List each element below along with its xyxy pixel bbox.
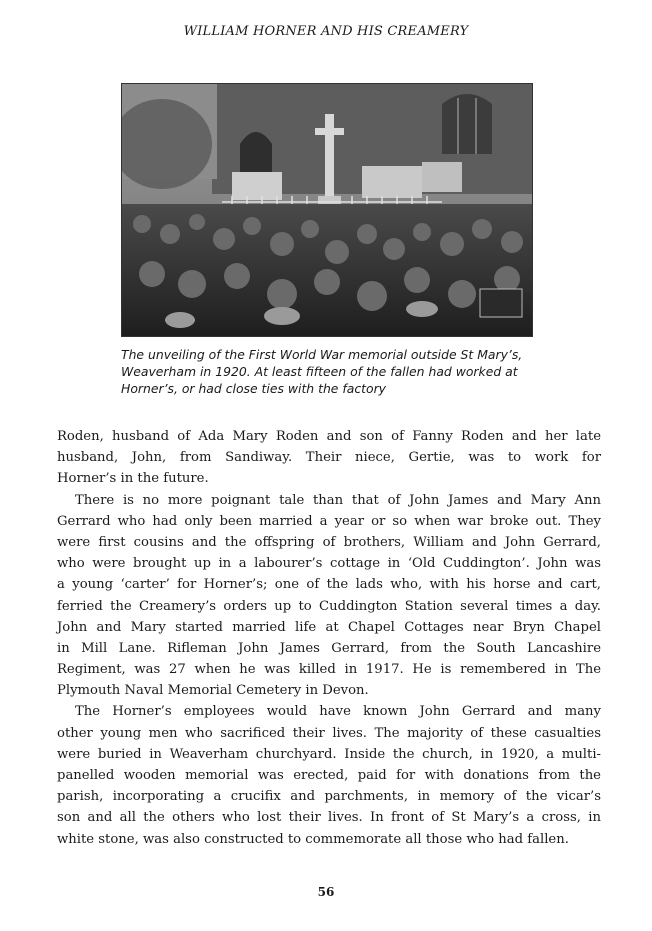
text-line: white stone, was also constructed to commemorate all those who had fallen. <box>57 831 569 847</box>
text-line: son and all the others who lost their lives. In front of St Mary’s a cross, in <box>57 810 601 826</box>
page-number: 56 <box>317 885 335 899</box>
paragraph-2 <box>57 490 601 702</box>
memorial-photograph-drawing <box>122 84 532 336</box>
text-line: Horner’s in the future. <box>57 471 209 487</box>
text-line: Roden, husband of Ada Mary Roden and son of Fanny Roden and her late <box>57 429 601 444</box>
text-line: There is no more poignant tale than that of John James and Mary Ann <box>75 492 601 508</box>
text-line: other young men who sacrificed their lives. The majority of these casualties <box>57 725 601 741</box>
body-text <box>57 426 601 850</box>
text-line: who were brought up in a labourer’s cottage in ‘Old Cuddington’. John was <box>57 556 601 572</box>
text-line: were buried in Weaverham churchyard. Inside the church, in 1920, a multi- <box>57 746 601 762</box>
text-line: John and Mary started married life at Chapel Cottages near Bryn Chapel <box>57 619 601 635</box>
text-line: were first cousins and the offspring of brothers, William and John Gerrard, <box>57 534 601 550</box>
text-line: ferried the Creamery’s orders up to Cuddington Station several times a day. <box>57 598 601 614</box>
photo-caption <box>121 346 541 397</box>
text-line: Plymouth Naval Memorial Cemetery in Devon. <box>57 683 369 699</box>
caption-line: The unveiling of the First World War memorial outside St Mary’s, <box>121 347 523 362</box>
text-line: Regiment, was 27 when he was killed in 1917. He is remembered in The <box>57 662 601 678</box>
caption-line: Weaverham in 1920. At least fifteen of the fallen had worked at <box>121 364 518 379</box>
caption-line: Horner’s, or had close ties with the factory <box>121 381 387 396</box>
text-line: in Mill Lane. Rifleman John James Gerrard, from the South Lancashire <box>57 640 601 656</box>
text-line: a young ‘carter’ for Horner’s; one of the lads who, with his horse and cart, <box>57 577 601 593</box>
paragraph-1 <box>57 426 601 490</box>
memorial-photograph <box>121 83 533 337</box>
text-line: panelled wooden memorial was erected, paid for with donations from the <box>57 768 601 783</box>
paragraph-3 <box>57 701 601 849</box>
text-line: husband, John, from Sandiway. Their niece, Gertie, was to work for <box>57 450 601 466</box>
text-line: Gerrard who had only been married a year or so when war broke out. They <box>57 513 601 529</box>
text-line: parish, incorporating a crucifix and parchments, in memory of the vicar’s <box>57 789 601 805</box>
text-line: The Horner’s employees would have known John Gerrard and many <box>75 704 601 720</box>
running-head: WILLIAM HORNER AND HIS CREAMERY <box>183 24 469 39</box>
